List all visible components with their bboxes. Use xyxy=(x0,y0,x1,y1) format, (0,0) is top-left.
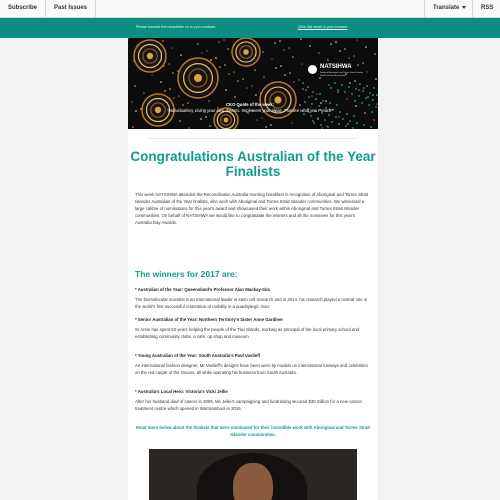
art-dot xyxy=(319,93,321,95)
art-dot xyxy=(309,45,311,47)
art-dot xyxy=(205,116,207,118)
art-dot xyxy=(179,120,181,122)
art-dot xyxy=(234,96,236,98)
art-dot xyxy=(345,125,347,127)
art-dot xyxy=(255,94,257,96)
intro-paragraph: This week NATSIHWA attended the Reconciliation Australia morning breakfast in recognition of Aboriginal and Torres Strait Islander Australian of the Year finalists, who work with Aboriginal and Torres Strait Islander communities. We witnessed a large calibre of nominations for this year's award and showcased their work within Aboriginal and Torres Strait Islander communities. On behalf of NATSIHWA we would like to congratulate the winners and all the nominees for this year's Australia Day Awards. xyxy=(135,192,369,225)
art-dot xyxy=(346,113,348,115)
art-dot xyxy=(246,87,248,89)
natsihwa-logo-icon xyxy=(308,65,317,74)
art-dot xyxy=(334,82,336,84)
art-dot xyxy=(330,43,332,45)
art-dot xyxy=(351,93,353,95)
art-dot xyxy=(233,71,235,73)
art-dot xyxy=(143,92,145,94)
art-dot xyxy=(372,94,374,96)
art-dot xyxy=(251,85,253,87)
art-dot xyxy=(370,126,372,128)
winner-description: Sr Anne has spent 62 years helping the people of the Tiwi Islands, working as principal of the local primary school and establishing community clubs, a cafe, op shop and museum. xyxy=(135,327,360,339)
art-dot xyxy=(173,97,175,99)
art-dot xyxy=(275,67,277,69)
art-dot xyxy=(316,93,318,95)
art-dot xyxy=(324,119,326,121)
cko-quote-title: CKO Quote of the week: xyxy=(226,102,274,107)
art-dot xyxy=(178,95,180,97)
art-dot xyxy=(303,113,305,115)
art-dot xyxy=(365,46,367,48)
art-dot xyxy=(288,47,290,49)
art-dot xyxy=(242,78,244,80)
art-dot xyxy=(354,80,356,82)
art-dot xyxy=(362,90,364,92)
art-dot xyxy=(327,59,329,61)
art-dot xyxy=(301,63,303,65)
art-dot xyxy=(320,124,322,126)
art-dot xyxy=(262,51,264,53)
art-dot xyxy=(271,58,273,60)
art-dot xyxy=(335,116,337,118)
art-dot xyxy=(302,82,304,84)
art-dot xyxy=(373,87,375,89)
art-dot xyxy=(219,66,221,68)
art-dot xyxy=(180,54,182,56)
rss-link[interactable]: RSS xyxy=(472,0,500,17)
art-dot xyxy=(327,126,329,128)
art-dot xyxy=(315,98,317,100)
art-dot xyxy=(375,78,377,80)
art-dot xyxy=(363,87,365,89)
art-dot xyxy=(308,96,310,98)
art-dot xyxy=(162,40,164,42)
art-dot xyxy=(300,38,302,40)
art-dot xyxy=(366,85,368,87)
art-dot xyxy=(330,87,332,89)
art-dot xyxy=(279,40,281,42)
art-dot xyxy=(369,92,371,94)
art-dot xyxy=(362,62,364,64)
art-dot xyxy=(338,116,340,118)
art-dot xyxy=(312,120,314,122)
art-dot xyxy=(341,84,343,86)
art-dot xyxy=(355,88,357,90)
art-dot xyxy=(168,63,170,65)
art-dot xyxy=(328,114,330,116)
art-dot xyxy=(349,120,351,122)
winner-title: * Australian of the Year: Queensland's Professor Alan Mackay-Sim xyxy=(135,287,271,292)
art-dot xyxy=(224,64,226,66)
art-dot xyxy=(292,56,294,58)
art-dot xyxy=(160,81,162,83)
winner-description: An international fashion designer, Mr Vasileff's designs have been worn by models on international runways and celebrities on the red carpet of the Oscars, all while operating his business from South Australia. xyxy=(135,363,368,375)
art-dot xyxy=(201,52,203,54)
art-dot xyxy=(373,119,375,121)
org-logo-text: NATSIHWA xyxy=(320,64,352,70)
winner-title: * Young Australian of the Year: South Australia's Paul Vasileff xyxy=(135,353,261,358)
forward-banner xyxy=(0,18,500,38)
art-dot xyxy=(339,50,341,52)
art-dot xyxy=(261,117,263,119)
art-dot xyxy=(356,122,358,124)
art-dot xyxy=(342,118,344,120)
art-dot xyxy=(302,88,304,90)
art-dot xyxy=(147,53,153,59)
art-dot xyxy=(358,89,360,91)
art-dot xyxy=(335,41,337,43)
cko-quote: "Individualism, Living your own dreams. Implement your ideas. Practise what you Preach" xyxy=(167,108,333,113)
art-dot xyxy=(291,122,293,124)
divider xyxy=(148,138,358,139)
art-dot xyxy=(353,115,355,117)
art-dot xyxy=(128,38,129,39)
past-issues-link[interactable]: Past Issues xyxy=(46,0,96,17)
art-dot xyxy=(284,74,286,76)
art-dot xyxy=(223,39,225,41)
art-dot xyxy=(197,43,199,45)
art-dot xyxy=(172,72,174,74)
art-dot xyxy=(293,81,295,83)
art-dot xyxy=(270,124,272,126)
art-dot xyxy=(283,49,285,51)
art-dot xyxy=(218,41,220,43)
art-dot xyxy=(210,59,212,61)
art-dot xyxy=(134,85,136,87)
art-dot xyxy=(311,95,313,97)
art-dot xyxy=(206,50,208,52)
art-dot xyxy=(349,82,351,84)
photo-face xyxy=(233,463,273,500)
art-dot xyxy=(228,73,230,75)
art-dot xyxy=(237,80,239,82)
art-dot xyxy=(169,88,171,90)
art-dot xyxy=(256,119,258,121)
art-dot xyxy=(344,48,346,50)
art-dot xyxy=(348,86,350,88)
art-dot xyxy=(151,74,153,76)
art-dot xyxy=(215,57,217,59)
hero-banner xyxy=(128,38,378,129)
art-dot xyxy=(337,91,339,93)
translate-label: Translate xyxy=(433,5,460,11)
art-dot xyxy=(317,117,319,119)
forward-text: Please forward this newsletter on to your contacts. xyxy=(136,25,217,29)
translate-dropdown[interactable] xyxy=(424,0,474,17)
art-dot xyxy=(328,84,330,86)
org-logo-subtext: National Aboriginal and Torres Strait Islander Health Worker Association xyxy=(320,72,364,77)
newsletter-content xyxy=(128,129,378,500)
art-dot xyxy=(312,91,314,93)
winner-description: The biomolecular scientist is an international leader in stem cell research and in 2014, his research played a central role in the world's first successful restoration of mobility in a quadriplegic man. xyxy=(135,297,368,309)
finalist-photo xyxy=(149,449,357,500)
art-dot xyxy=(307,86,309,88)
art-dot xyxy=(359,83,361,85)
art-dot xyxy=(243,49,249,55)
art-dot xyxy=(310,115,312,117)
art-dot xyxy=(265,126,267,128)
art-dot xyxy=(224,118,229,123)
view-in-browser-link[interactable]: View this email in your browser xyxy=(298,25,348,29)
winner-description: After her husband died of cancer in 2009, Ms Jellie's campaigning and fundraising secured $30 million for a new cancer treatment centre which opened in Warrnambool in 2016. xyxy=(135,399,363,411)
page-title: Congratulations Australian of the Year Finalists xyxy=(130,149,376,179)
art-dot xyxy=(376,94,378,96)
art-dot xyxy=(353,55,355,57)
art-dot xyxy=(313,122,315,124)
art-dot xyxy=(289,72,291,74)
subscribe-link[interactable]: Subscribe xyxy=(0,0,46,17)
art-dot xyxy=(318,52,320,54)
winner-title: * Australia's Local Hero: Victoria's Vicki Jellie xyxy=(135,389,228,394)
art-dot xyxy=(225,89,227,91)
art-dot xyxy=(274,42,276,44)
art-dot xyxy=(358,95,360,97)
art-dot xyxy=(344,91,346,93)
art-dot xyxy=(305,89,307,91)
art-dot xyxy=(372,99,374,101)
winner-title: * Senior Australian of the Year: Northern Territory's Sister Anne Gardiner xyxy=(135,317,284,322)
art-dot xyxy=(374,53,376,55)
winners-heading: The winners for 2017 are: xyxy=(135,269,238,279)
art-dot xyxy=(171,47,173,49)
art-dot xyxy=(263,76,265,78)
art-dot xyxy=(254,69,256,71)
top-toolbar xyxy=(0,0,500,18)
art-dot xyxy=(357,64,359,66)
art-dot xyxy=(363,124,365,126)
art-dot xyxy=(200,118,202,120)
aboriginal-dot-art xyxy=(128,38,378,129)
art-dot xyxy=(356,39,358,41)
art-dot xyxy=(365,97,367,99)
art-dot xyxy=(338,123,340,125)
art-dot xyxy=(209,125,211,127)
art-dot xyxy=(298,79,300,81)
art-dot xyxy=(331,121,333,123)
art-dot xyxy=(348,57,350,59)
art-dot xyxy=(194,74,202,82)
art-dot xyxy=(132,126,134,128)
art-dot xyxy=(337,89,339,91)
read-more-link[interactable]: Read more below about the finalists that were nominated for their incredible work with Aboriginal and Torres Strait Islander communities. xyxy=(136,425,370,438)
art-dot xyxy=(227,48,229,50)
art-dot xyxy=(367,96,369,98)
art-dot xyxy=(280,65,282,67)
art-dot xyxy=(346,98,348,100)
art-dot xyxy=(347,123,349,125)
chevron-down-icon xyxy=(462,6,466,9)
art-dot xyxy=(164,90,166,92)
